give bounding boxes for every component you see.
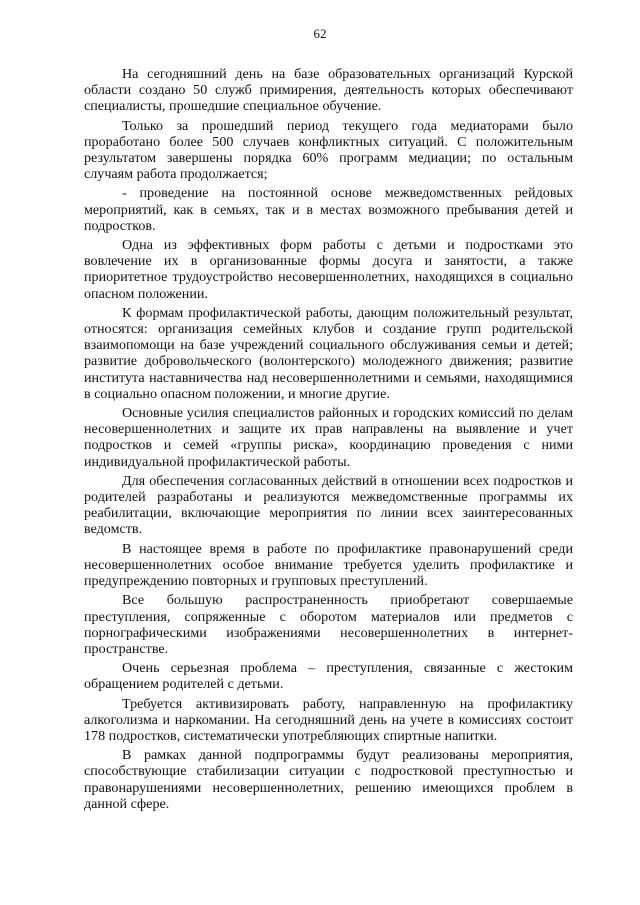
paragraph-1: На сегодняшний день на базе образовательных организаций Курской области создано 50 служб примирения, деятельность которых обеспечивают специалисты, прошедшие специальное обучение. xyxy=(84,66,573,115)
paragraph-9: Все большую распространенность приобретают совершаемые преступления, сопряженные с оборотом материалов или предметов с порнографическими изображениями несовершеннолетних в интернет-пространстве. xyxy=(84,592,573,657)
page-number: 62 xyxy=(313,26,327,41)
paragraph-3: - проведение на постоянной основе межведомственных рейдовых мероприятий, как в семьях, так и в местах возможного пребывания детей и подростков. xyxy=(84,185,573,234)
paragraph-4: Одна из эффективных форм работы с детьми и подростками это вовлечение их в организованные формы досуга и занятости, а также приоритетное трудоустройство несовершеннолетних, находящихся в социально опасном положении. xyxy=(84,237,573,302)
paragraph-11: Требуется активизировать работу, направленную на профилактику алкоголизма и наркомании. На сегодняшний день на учете в комиссиях состоит 178 подростков, систематически употребляющих спиртные напитки. xyxy=(84,695,573,744)
paragraph-12: В рамках данной подпрограммы будут реализованы мероприятия, способствующие стабилизации ситуации с подростковой преступностью и правонарушениями несовершеннолетних, решению имеющихся проблем в данной сфере. xyxy=(84,747,573,812)
paragraph-7: Для обеспечения согласованных действий в отношении всех подростков и родителей разработаны и реализуются межведомственные программы их реабилитации, включающие мероприятия по линии всех заинтересованных ведомств. xyxy=(84,472,573,538)
paragraph-6: Основные усилия специалистов районных и городских комиссий по делам несовершеннолетних и защите их прав направлены на выявление и учет подростков и семей «группы риска», координацию проведения с ними индивидуальной профилактической работы. xyxy=(84,405,573,470)
paragraph-5: К формам профилактической работы, дающим положительный результат, относятся: организация семейных клубов и создание групп родительской взаимопомощи на базе учреждений социального обслуживания семьи и детей; развитие добровольческого (волонтерского) молодежного движения; развитие института наставничества над несовершеннолетними и семьями, находящимися в социально опасном положении, и многие другие. xyxy=(84,304,573,402)
body-text xyxy=(84,66,573,815)
paragraph-10: Очень серьезная проблема – преступления, связанные с жестоким обращением родителей с детьми. xyxy=(84,660,573,693)
paragraph-2: Только за прошедший период текущего года медиаторами было проработано более 500 случаев конфликтных ситуаций. С положительным результатом завершены порядка 60% программ медиации; по остальным случаям работа продолжается; xyxy=(84,117,573,183)
paragraph-8: В настоящее время в работе по профилактике правонарушений среди несовершеннолетних особое внимание требуется уделить профилактике и предупреждению повторных и групповых преступлений. xyxy=(84,540,573,590)
